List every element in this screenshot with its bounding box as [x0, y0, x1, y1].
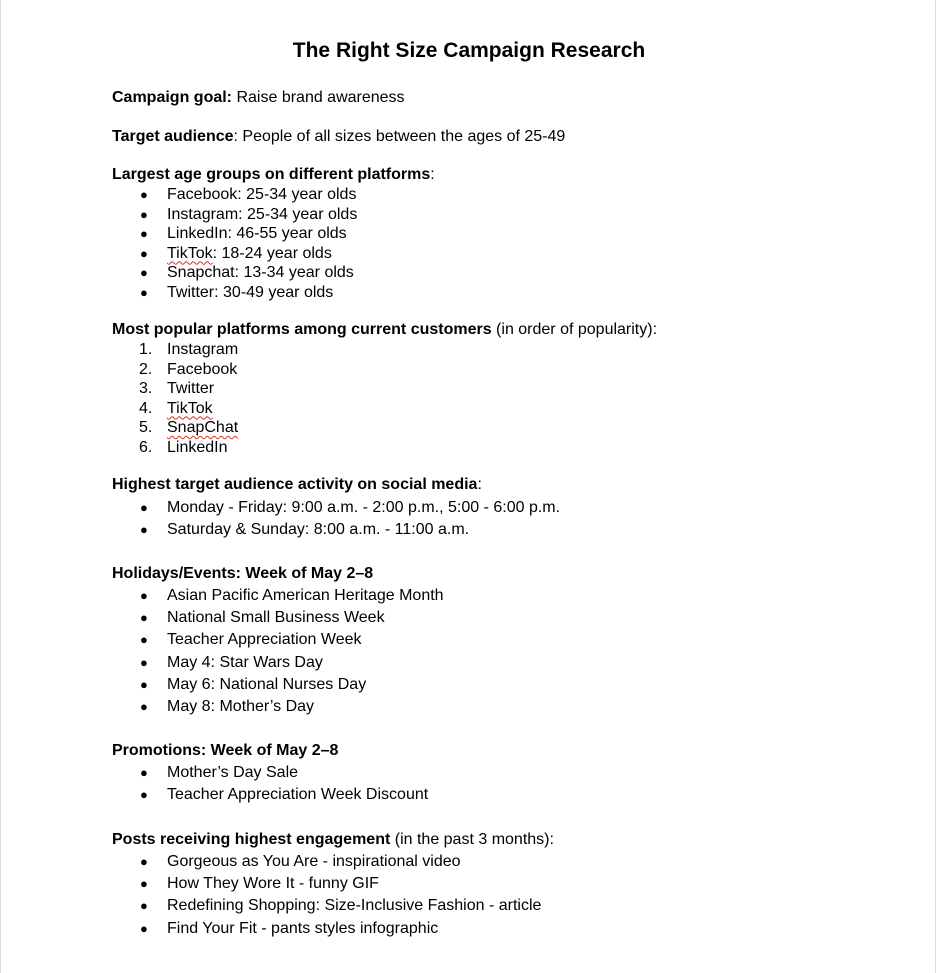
platform-name: Instagram: [167, 205, 239, 223]
activity-heading-suffix: :: [477, 476, 482, 493]
bullet-icon: ●: [140, 610, 148, 626]
target-audience-label: Target audience: [112, 128, 234, 145]
list-item-text: Gorgeous as You Are - inspirational video: [167, 853, 461, 870]
list-item: [112, 629, 444, 651]
popular-platforms-list: [112, 340, 657, 457]
list-item-text: Facebook: [167, 360, 238, 378]
bullet-icon: ●: [140, 245, 148, 261]
list-item: [112, 895, 554, 917]
list-item: [112, 784, 428, 806]
engagement-section: [112, 830, 554, 940]
popular-platforms-heading: Most popular platforms among current customers: [112, 321, 492, 338]
list-item-text: May 4: Star Wars Day: [167, 653, 323, 671]
campaign-goal-label: Campaign goal:: [112, 89, 233, 106]
engagement-list: [112, 851, 554, 940]
campaign-goal-value: Raise brand awareness: [232, 89, 405, 106]
list-item: [112, 652, 444, 674]
bullet-icon: ●: [140, 676, 148, 692]
bullet-icon: ●: [140, 765, 148, 780]
list-item: [112, 696, 444, 718]
list-item-text: Redefining Shopping: Size-Inclusive Fashion - article: [167, 897, 542, 915]
list-item-text: Mother’s Day Sale: [167, 764, 299, 781]
bullet-icon: ●: [140, 187, 148, 202]
age-groups-heading-suffix: :: [430, 166, 435, 183]
platform-name: Facebook: [167, 186, 238, 203]
engagement-heading: Posts receiving highest engagement: [112, 831, 391, 848]
list-item: [112, 497, 560, 519]
list-item-text: TikTok: [167, 399, 213, 417]
list-item: [112, 918, 554, 940]
list-item-text: Twitter: [167, 380, 215, 397]
holidays-list: [112, 585, 444, 718]
document-title: The Right Size Campaign Research: [292, 39, 646, 62]
platform-age: : 13-34 year olds: [234, 264, 354, 281]
list-item-text: How They Wore It - funny GIF: [167, 875, 379, 893]
bullet-icon: ●: [140, 522, 148, 537]
list-item: [112, 244, 435, 264]
bullet-icon: ●: [140, 698, 148, 714]
target-audience-value: : People of all sizes between the ages of 25-49: [233, 128, 566, 145]
list-item: [112, 379, 657, 399]
platform-name: LinkedIn: [167, 225, 228, 242]
list-item: [112, 607, 444, 629]
bullet-icon: ●: [140, 206, 148, 222]
platform-age: : 25-34 year olds: [238, 205, 358, 223]
list-item-text: LinkedIn: [167, 438, 228, 456]
activity-heading: Highest target audience activity on social media: [112, 476, 478, 493]
popular-platforms-heading-suffix: (in order of popularity):: [491, 321, 658, 338]
bullet-icon: ●: [140, 876, 148, 892]
target-audience: [112, 127, 565, 147]
list-item-text: Asian Pacific American Heritage Month: [167, 587, 444, 604]
platform-age: : 46-55 year olds: [227, 225, 347, 242]
holidays-section: [112, 564, 444, 718]
platform-age: : 30-49 year olds: [214, 283, 334, 301]
bullet-icon: ●: [140, 898, 148, 914]
list-number: 2.: [139, 360, 153, 378]
list-number: 3.: [139, 380, 153, 397]
platform-age: : 18-24 year olds: [212, 244, 332, 262]
bullet-icon: ●: [140, 284, 148, 300]
list-item-text: Saturday & Sunday: 8:00 a.m. - 11:00 a.m.: [167, 521, 470, 538]
platform-age: : 25-34 year olds: [237, 186, 357, 203]
list-item-text: SnapChat: [167, 419, 239, 436]
list-item: [112, 185, 435, 205]
bullet-icon: ●: [140, 500, 148, 515]
list-item: [112, 263, 435, 283]
list-item: [112, 418, 657, 438]
list-item-text: Instagram: [167, 341, 239, 358]
list-item-text: Teacher Appreciation Week: [167, 631, 362, 649]
holidays-heading: Holidays/Events: Week of May 2–8: [112, 565, 374, 582]
list-item: [112, 674, 444, 696]
list-item: [112, 762, 428, 784]
platform-name: TikTok: [167, 244, 213, 262]
bullet-icon: ●: [140, 920, 148, 936]
list-number: 6.: [139, 438, 153, 456]
list-item: [112, 585, 444, 607]
list-item: [112, 519, 560, 541]
list-item-text: May 6: National Nurses Day: [167, 675, 367, 693]
age-groups-section: [112, 165, 435, 302]
list-item-text: National Small Business Week: [167, 609, 385, 627]
bullet-icon: ●: [140, 588, 148, 603]
popular-platforms-section: [112, 320, 657, 457]
list-item: [112, 438, 657, 458]
bullet-icon: ●: [140, 854, 148, 869]
promotions-heading: Promotions: Week of May 2–8: [112, 742, 339, 759]
list-item: [112, 873, 554, 895]
promotions-list: [112, 762, 428, 806]
list-item: [112, 224, 435, 244]
campaign-goal: [112, 88, 405, 108]
list-item-text: May 8: Mother’s Day: [167, 697, 315, 715]
activity-list: [112, 497, 560, 541]
list-number: 4.: [139, 399, 153, 417]
bullet-icon: ●: [140, 632, 148, 648]
platform-name: Twitter: [167, 283, 215, 301]
bullet-icon: ●: [140, 265, 148, 280]
promotions-section: [112, 741, 428, 806]
list-item-text: Find Your Fit - pants styles infographic: [167, 919, 439, 937]
list-item: [112, 851, 554, 873]
list-item: [112, 340, 657, 360]
activity-section: [112, 475, 560, 541]
list-item: [112, 360, 657, 380]
list-number: 5.: [139, 419, 153, 436]
platform-name: Snapchat: [167, 264, 235, 281]
list-item: [112, 283, 435, 303]
age-groups-heading: Largest age groups on different platforms: [112, 166, 431, 183]
list-item: [112, 399, 657, 419]
list-item: [112, 205, 435, 225]
bullet-icon: ●: [140, 654, 148, 670]
list-item-text: Teacher Appreciation Week Discount: [167, 786, 429, 804]
bullet-icon: ●: [140, 226, 148, 241]
age-groups-list: [112, 185, 435, 302]
bullet-icon: ●: [140, 787, 148, 803]
list-item-text: Monday - Friday: 9:00 a.m. - 2:00 p.m., 5:00 - 6:00 p.m.: [167, 499, 561, 516]
list-number: 1.: [139, 341, 153, 358]
engagement-heading-suffix: (in the past 3 months):: [390, 831, 554, 848]
